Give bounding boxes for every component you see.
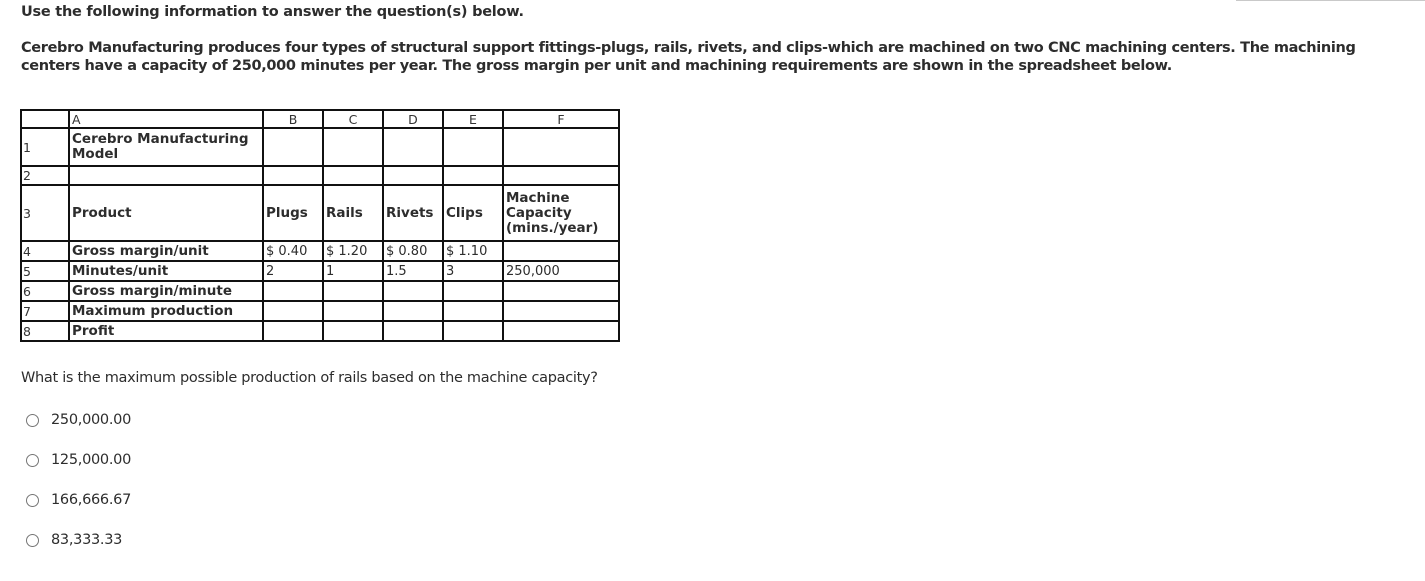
option-label: 166,666.67 — [51, 492, 132, 508]
row-number: 8 — [21, 321, 69, 341]
cell — [503, 321, 619, 341]
cell — [503, 241, 619, 261]
row-number: 6 — [21, 281, 69, 301]
cell — [443, 166, 503, 185]
row-number: 3 — [21, 185, 69, 241]
cell: $ 1.20 — [323, 241, 383, 261]
option-label: 250,000.00 — [51, 412, 132, 428]
cell — [263, 128, 323, 166]
cell: 2 — [263, 261, 323, 281]
cell — [443, 128, 503, 166]
sheet-row — [21, 166, 619, 185]
row-number: 1 — [21, 128, 69, 166]
cell — [383, 301, 443, 321]
cell — [323, 281, 383, 301]
sheet-row — [21, 185, 619, 241]
cell: $ 0.40 — [263, 241, 323, 261]
sheet-row — [21, 128, 619, 166]
cell: 1.5 — [383, 261, 443, 281]
problem-intro: Cerebro Manufacturing produces four types of structural support fittings-plugs, rails, rivets, and clips-which are machined on two CNC machining centers. The machining centers have a capacity of 250,000 minutes per year. The gross margin per unit and machining requirements are shown in the spreadsheet below. — [21, 40, 1356, 74]
row-number: 7 — [21, 301, 69, 321]
row-label-cell: Gross margin/unit — [69, 241, 263, 261]
cell — [503, 281, 619, 301]
sheet-row — [21, 281, 619, 301]
plugs-header-cell: Plugs — [263, 185, 323, 241]
model-title-cell: Cerebro Manufacturing Model — [69, 128, 263, 166]
column-header-d: D — [383, 110, 443, 128]
answer-options — [26, 400, 131, 560]
clips-header-cell: Clips — [443, 185, 503, 241]
answer-option[interactable] — [26, 520, 131, 560]
cell — [263, 281, 323, 301]
instruction-text: Use the following information to answer the question(s) below. — [21, 4, 524, 20]
row-label-cell: Gross margin/minute — [69, 281, 263, 301]
column-header-e: E — [443, 110, 503, 128]
row-number: 5 — [21, 261, 69, 281]
cell — [323, 301, 383, 321]
answer-option[interactable] — [26, 440, 131, 480]
product-header-cell: Product — [69, 185, 263, 241]
option-label: 125,000.00 — [51, 452, 132, 468]
cell: 250,000 — [503, 261, 619, 281]
column-header-row — [21, 110, 619, 128]
question-text: What is the maximum possible production of rails based on the machine capacity? — [21, 370, 598, 386]
cell — [503, 301, 619, 321]
cell — [503, 128, 619, 166]
column-header-b: B — [263, 110, 323, 128]
cell: $ 1.10 — [443, 241, 503, 261]
radio-button[interactable] — [26, 414, 39, 427]
cell — [263, 301, 323, 321]
row-number: 4 — [21, 241, 69, 261]
top-divider — [1236, 0, 1425, 1]
row-label-cell: Maximum production — [69, 301, 263, 321]
answer-option[interactable] — [26, 400, 131, 440]
cell — [383, 128, 443, 166]
column-header-c: C — [323, 110, 383, 128]
cell — [503, 166, 619, 185]
cell — [323, 128, 383, 166]
radio-button[interactable] — [26, 494, 39, 507]
cell: $ 0.80 — [383, 241, 443, 261]
cell — [443, 321, 503, 341]
corner-cell — [21, 110, 69, 128]
cell — [69, 166, 263, 185]
rivets-header-cell: Rivets — [383, 185, 443, 241]
answer-option[interactable] — [26, 480, 131, 520]
sheet-row — [21, 261, 619, 281]
cell — [443, 281, 503, 301]
cell — [383, 321, 443, 341]
column-header-f: F — [503, 110, 619, 128]
row-label-cell: Minutes/unit — [69, 261, 263, 281]
row-number: 2 — [21, 166, 69, 185]
column-header-a: A — [69, 110, 263, 128]
cell — [323, 321, 383, 341]
option-label: 83,333.33 — [51, 532, 123, 548]
cell — [383, 166, 443, 185]
spreadsheet-table — [20, 109, 620, 342]
radio-button[interactable] — [26, 454, 39, 467]
row-label-cell: Profit — [69, 321, 263, 341]
cell — [263, 321, 323, 341]
radio-button[interactable] — [26, 534, 39, 547]
cell: 1 — [323, 261, 383, 281]
rails-header-cell: Rails — [323, 185, 383, 241]
machine-capacity-header-cell: Machine Capacity (mins./year) — [503, 185, 619, 241]
cell — [263, 166, 323, 185]
cell — [443, 301, 503, 321]
sheet-row — [21, 321, 619, 341]
sheet-row — [21, 301, 619, 321]
cell — [383, 281, 443, 301]
sheet-row — [21, 241, 619, 261]
cell — [323, 166, 383, 185]
cell: 3 — [443, 261, 503, 281]
